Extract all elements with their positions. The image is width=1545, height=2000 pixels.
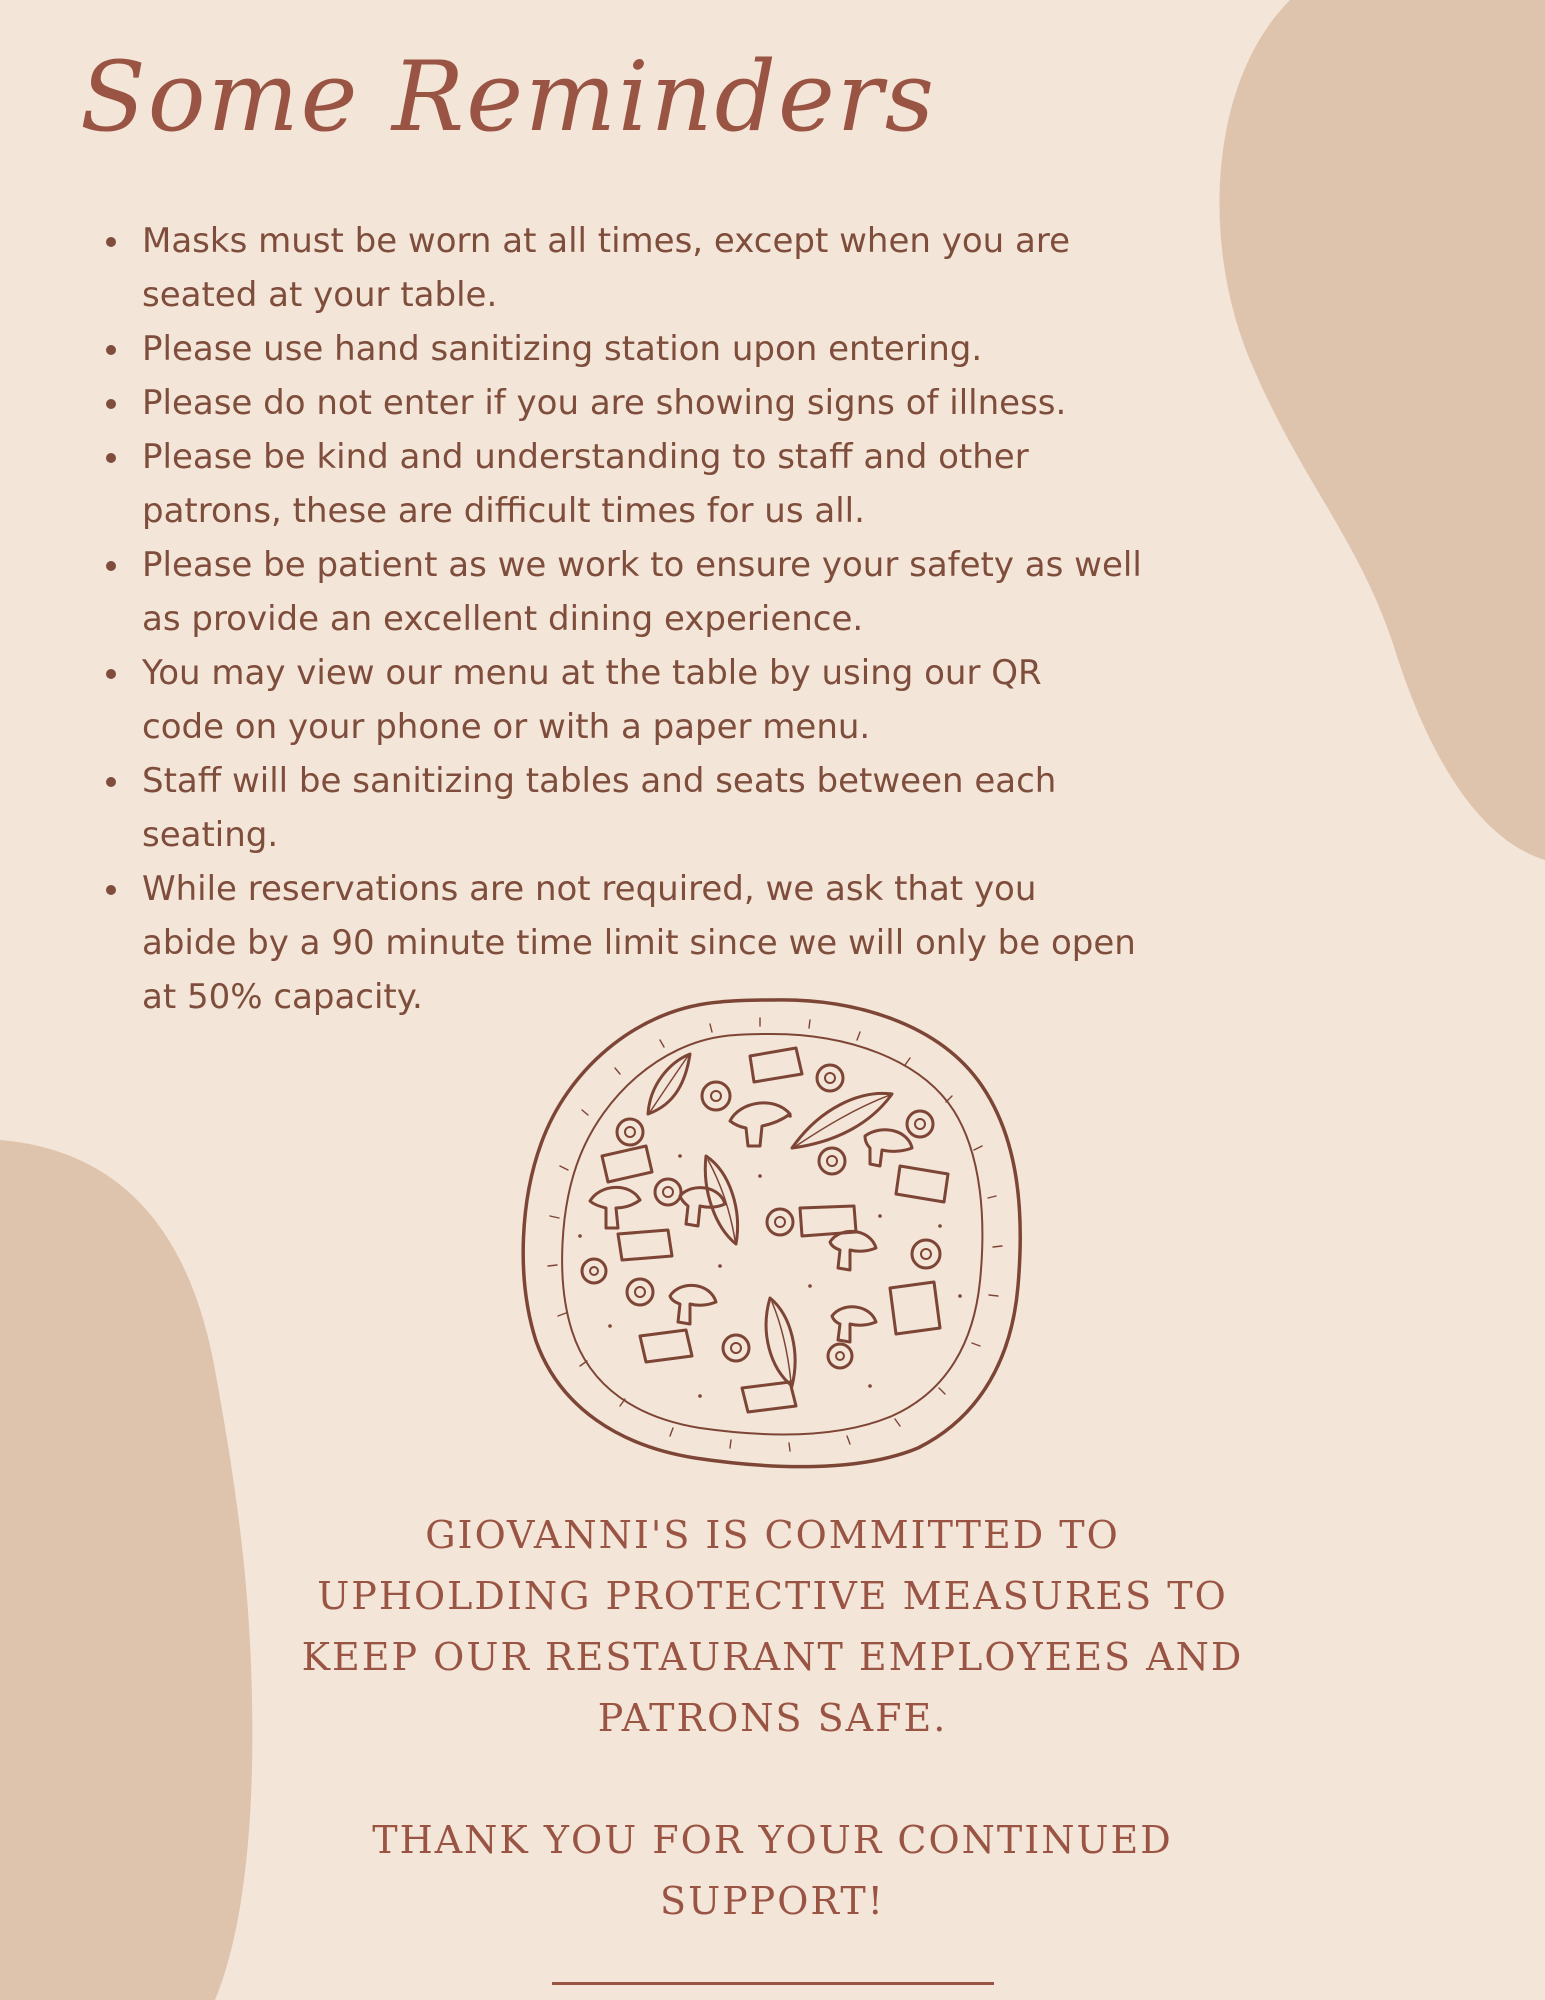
commitment-line: GIOVANNI'S IS COMMITTED TO — [425, 1513, 1120, 1557]
reminder-line: seated at your table. — [142, 275, 498, 315]
olive-topping — [582, 1065, 940, 1368]
reminder-list — [100, 214, 1210, 1024]
divider-line — [552, 1982, 994, 1985]
reminder-item — [100, 538, 1210, 646]
reminder-item — [100, 646, 1210, 754]
pizza-sketch-icon — [520, 996, 1025, 1471]
reminder-line: Please be patient as we work to ensure your safety as well — [142, 545, 1142, 585]
reminder-line: abide by a 90 minute time limit since we will only be open — [142, 923, 1136, 963]
bullet-icon — [106, 453, 116, 463]
reminder-item — [100, 430, 1210, 538]
decorative-blob-bottom-left — [0, 1140, 255, 2000]
commitment-statement — [260, 1505, 1285, 1749]
reminder-line: Staff will be sanitizing tables and seats between each — [142, 761, 1057, 801]
reminder-line: Masks must be worn at all times, except when you are — [142, 221, 1070, 261]
bullet-icon — [106, 345, 116, 355]
reminder-line: Please use hand sanitizing station upon entering. — [142, 329, 983, 369]
reminder-item — [100, 214, 1210, 322]
commitment-line: UPHOLDING PROTECTIVE MEASURES TO — [317, 1574, 1228, 1618]
decorative-blob-top-right — [1200, 0, 1545, 860]
thanks-line: SUPPORT! — [660, 1879, 885, 1923]
reminder-line: Please do not enter if you are showing signs of illness. — [142, 383, 1067, 423]
commitment-line: PATRONS SAFE. — [597, 1696, 948, 1740]
reminder-item — [100, 754, 1210, 862]
bullet-icon — [106, 561, 116, 571]
reminder-item — [100, 376, 1210, 430]
bullet-icon — [106, 669, 116, 679]
bullet-icon — [106, 399, 116, 409]
reminder-line: You may view our menu at the table by using our QR — [142, 653, 1042, 693]
bullet-icon — [106, 885, 116, 895]
reminder-line: While reservations are not required, we ask that you — [142, 869, 1037, 909]
reminder-line: at 50% capacity. — [142, 977, 423, 1017]
blob-shape — [0, 1140, 252, 2000]
reminder-line: Please be kind and understanding to staff and other — [142, 437, 1029, 477]
bullet-icon — [106, 777, 116, 787]
reminder-line: seating. — [142, 815, 279, 855]
reminder-line: code on your phone or with a paper menu. — [142, 707, 871, 747]
reminder-item — [100, 322, 1210, 376]
closing-message — [260, 1505, 1285, 1932]
thanks-line: THANK YOU FOR YOUR CONTINUED — [372, 1818, 1173, 1862]
pepper-topping — [602, 1048, 948, 1412]
reminder-line: as provide an excellent dining experience. — [142, 599, 864, 639]
thank-you-note — [260, 1810, 1285, 1932]
page-title: Some Reminders — [80, 41, 936, 153]
reminder-line: patrons, these are difficult times for us all. — [142, 491, 865, 531]
blob-shape — [1219, 0, 1545, 860]
commitment-line: KEEP OUR RESTAURANT EMPLOYEES AND — [301, 1635, 1244, 1679]
bullet-icon — [106, 237, 116, 247]
